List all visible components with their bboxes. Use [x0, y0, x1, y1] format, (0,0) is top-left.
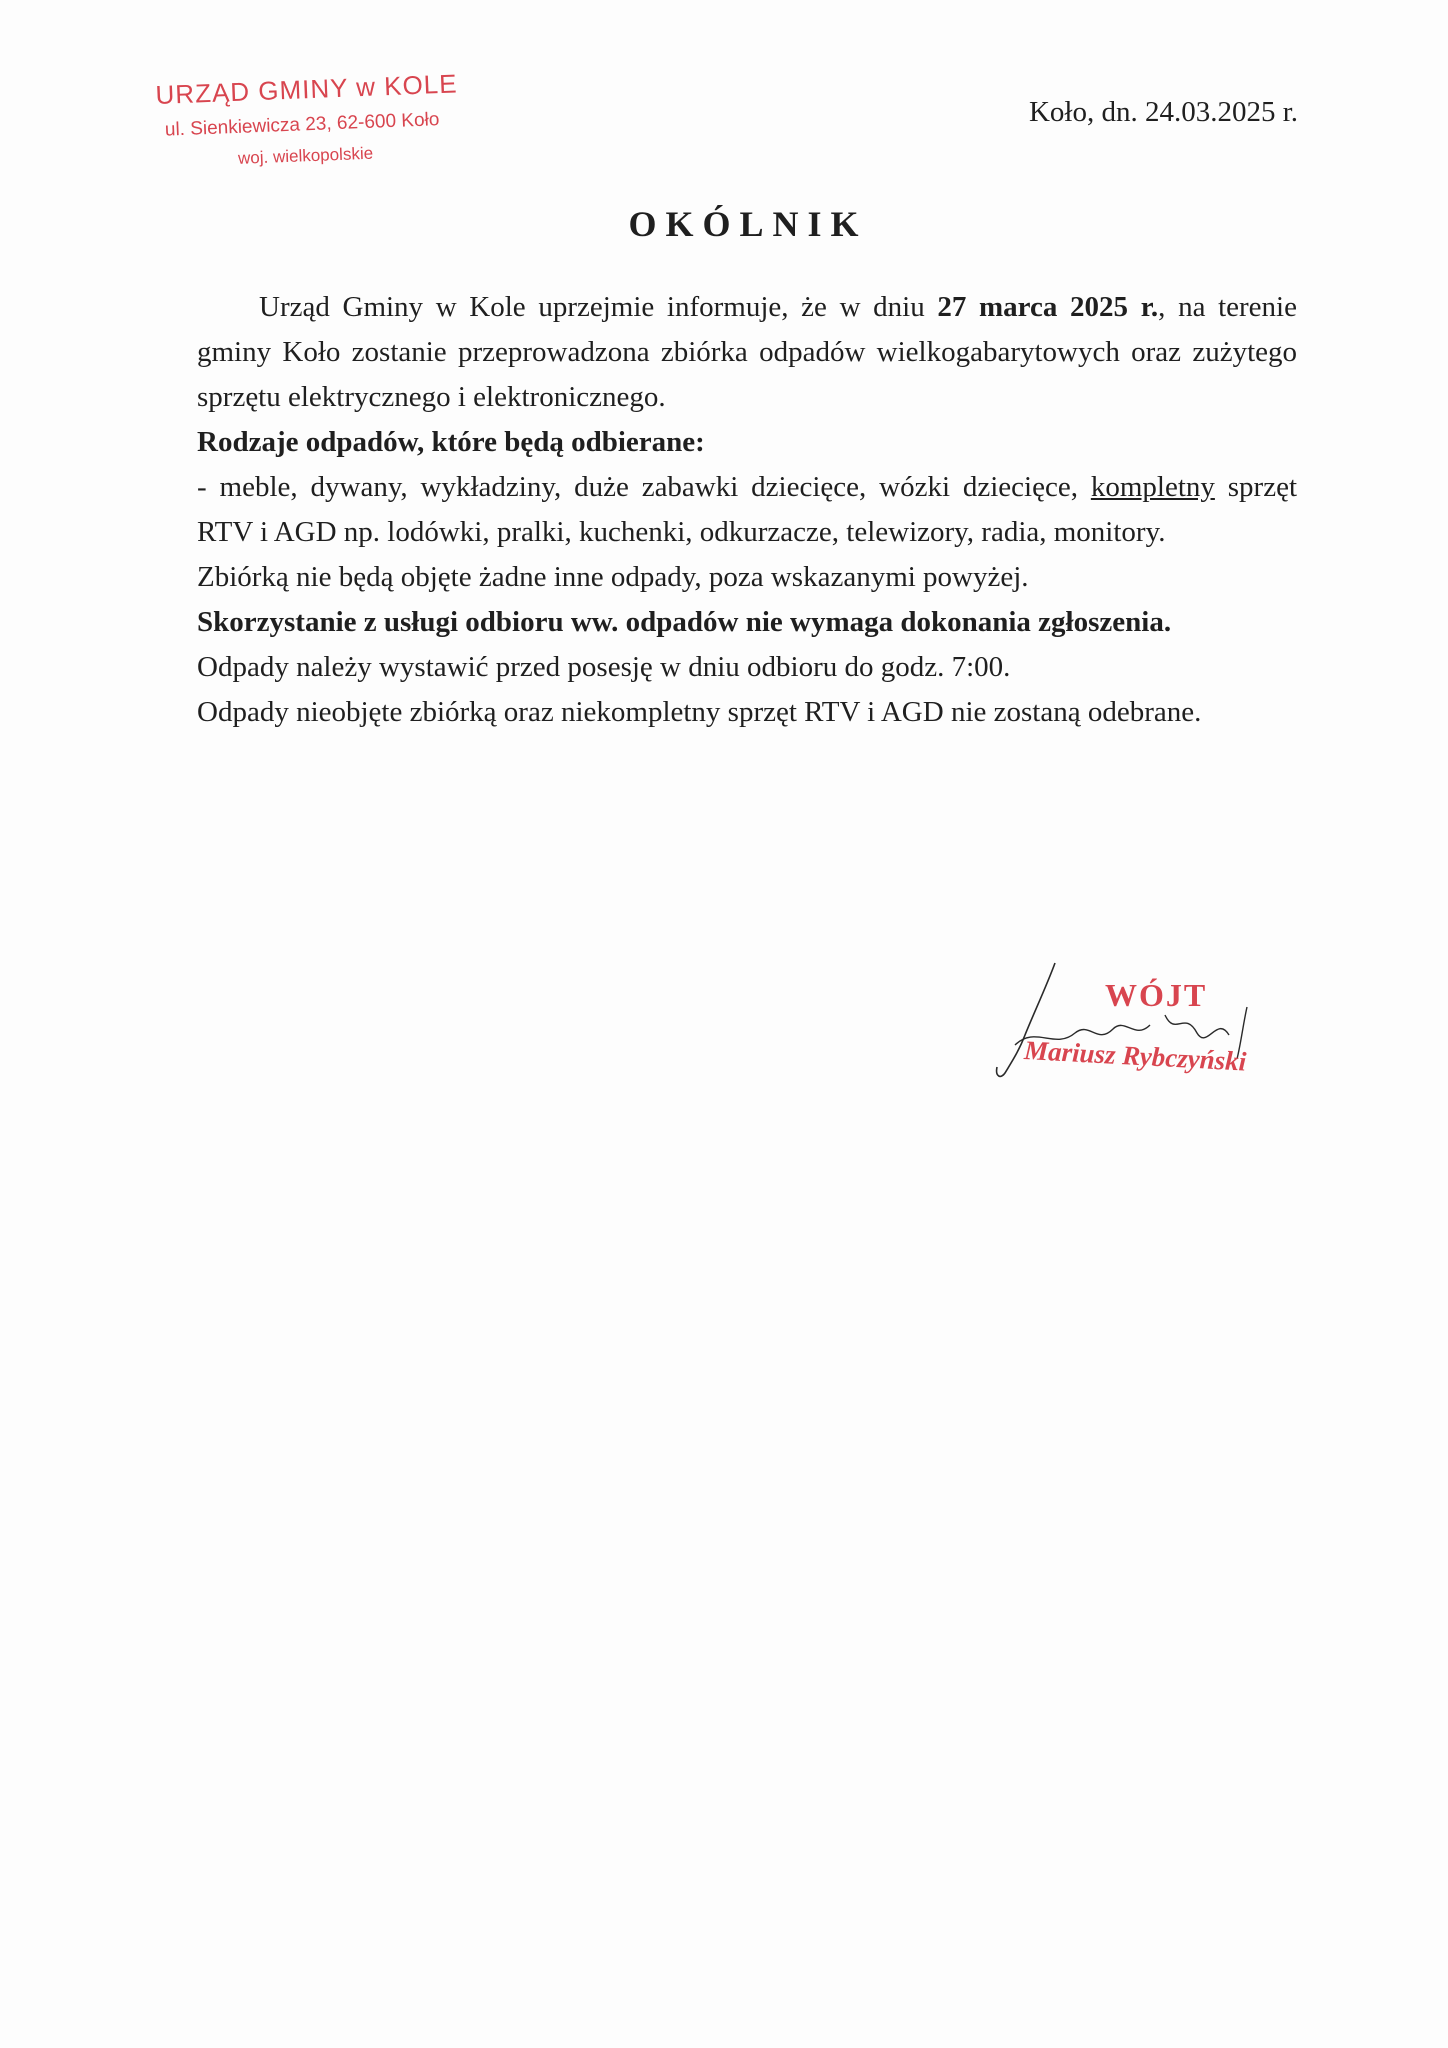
signature-name: Mariusz Rybczyński — [1023, 1035, 1248, 1077]
waste-types-heading: Rodzaje odpadów, które będą odbierane: — [197, 426, 705, 458]
stamp-office-name: URZĄD GMINY w KOLE — [155, 68, 459, 110]
document-date: Koło, dn. 24.03.2025 r. — [1028, 96, 1298, 128]
complete-emphasis: kompletny — [1090, 471, 1215, 503]
document-title: OKÓLNIK — [628, 204, 868, 244]
handwritten-signature — [985, 955, 1305, 1095]
paragraph-exclusions: Zbiórką nie będą objęte żadne inne odpady, poza wskazanymi powyżej. — [197, 561, 1029, 593]
no-registration-text: Skorzystanie z usługi odbioru ww. odpadów nie wymaga dokonania zgłoszenia. — [197, 606, 1172, 638]
stamp-region: woj. wielkopolskie — [237, 143, 374, 168]
paragraph-no-registration — [197, 600, 1297, 645]
paragraph-not-collected: Odpady nieobjęte zbiórką oraz niekompletny sprzęt RTV i AGD nie zostaną odebrane. — [197, 696, 1202, 728]
paragraph-waste-list — [197, 465, 1297, 555]
office-stamp — [155, 67, 499, 180]
intro-text-start: Urząd Gminy w Kole uprzejmie informuje, że w dniu — [259, 291, 938, 323]
waste-list-start: - meble, dywany, wykładziny, duże zabawki dziecięce, wózki dziecięce, — [197, 471, 1091, 503]
intro-text-end: , na terenie gminy Koło zostanie przeprowadzona zbiórka odpadów wielkogabarytowych oraz zużytego sprzętu elektrycznego i elektronicznego. — [197, 291, 1297, 413]
paragraph-waste-types-heading — [197, 420, 1297, 465]
paragraph-intro — [197, 285, 1297, 420]
paragraph-deadline: Odpady należy wystawić przed posesję w dniu odbioru do godz. 7:00. — [197, 651, 1011, 683]
waste-list-end: sprzęt RTV i AGD np. lodówki, pralki, kuchenki, odkurzacze, telewizory, radia, monitory. — [197, 471, 1298, 548]
stamp-address: ul. Sienkiewicza 23, 62-600 Koło — [164, 109, 440, 141]
signature-title: WÓJT — [1105, 977, 1208, 1013]
document-body — [197, 285, 1297, 735]
collection-date: 27 marca 2025 r. — [937, 291, 1159, 323]
signature-block — [985, 955, 1305, 1095]
